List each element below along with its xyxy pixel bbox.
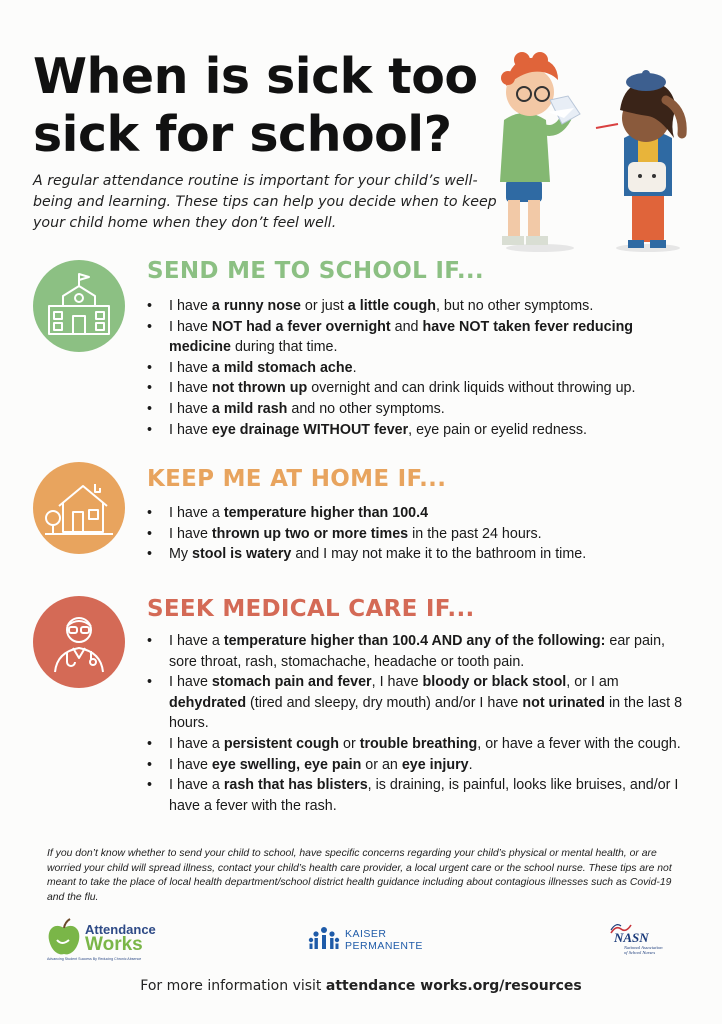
list-item	[146, 420, 686, 441]
house-icon	[33, 462, 125, 554]
list-item	[146, 358, 686, 379]
text: , I have	[371, 674, 423, 691]
bold-text: trouble breathing	[359, 735, 478, 752]
seek-medical-care-list	[146, 631, 686, 816]
bold-text: eye swelling, eye pain	[211, 756, 362, 773]
bold-text: NOT had a fever overnight	[211, 318, 391, 335]
list-item	[146, 378, 686, 399]
text: , or I am	[566, 674, 619, 691]
list-item	[146, 317, 686, 358]
disclaimer-footnote: If you don’t know whether to send your child to school, have specific concerns regarding your child’s physical or mental health, or are worried your child will spread illness, contact your child’s health care provider, a local urgent care or the school nurse. These tips are not meant to take the place of local health department/school district health guidance including about contagious illnesses such as Covid-19 and the flu.	[47, 848, 672, 903]
send-to-school-list	[146, 296, 686, 440]
list-item	[146, 775, 686, 816]
bold-text: stomach pain and fever	[211, 674, 372, 691]
bold-text: a mild rash	[211, 400, 288, 417]
attendance-works-tagline: Advancing Student Success By Reducing Chronic Absence	[47, 957, 142, 961]
bold-text: eye drainage WITHOUT fever	[211, 421, 409, 438]
nasn-full-name: National Association of School Nurses	[624, 945, 663, 956]
kaiser-permanente-logo	[308, 925, 423, 955]
list-item	[146, 672, 686, 734]
text: I have	[169, 359, 212, 376]
bold-text: a runny nose	[211, 298, 301, 314]
nasn-logo	[610, 924, 670, 964]
kaiser-line2: PERMANENTE	[345, 940, 423, 952]
text: , eye pain or eyelid redness.	[408, 421, 587, 438]
text: during that time.	[230, 339, 338, 356]
text: overnight and can drink liquids without throwing up.	[307, 380, 636, 397]
bold-text: thrown up two or more times	[211, 525, 409, 542]
text: in the past 24 hours.	[408, 525, 542, 542]
doctor-icon	[33, 596, 125, 688]
text: I have a	[169, 735, 224, 752]
text: and	[390, 318, 423, 335]
text: I have	[169, 298, 212, 314]
text: or just	[300, 298, 348, 314]
page-title: When is sick too sick for school?	[33, 48, 478, 163]
list-item	[146, 296, 686, 317]
bold-text: not urinated	[522, 694, 605, 711]
text: or an	[361, 756, 402, 773]
text: and no other symptoms.	[287, 400, 445, 417]
attendance-works-line2: Works	[85, 934, 143, 955]
nasn-abbr: NASN	[614, 930, 649, 945]
text: I have	[169, 674, 212, 691]
bold-text: dehydrated	[169, 694, 247, 711]
list-item	[146, 631, 686, 672]
list-item	[146, 503, 686, 524]
apple-icon	[47, 918, 81, 956]
text: I have	[169, 400, 212, 417]
kaiser-line1: KAISER	[345, 928, 387, 940]
heading-seek-medical-care: SEEK MEDICAL CARE IF...	[147, 596, 475, 622]
text: I have a	[169, 777, 224, 794]
attendance-works-line1: Attendance	[85, 922, 156, 937]
more-info-line	[0, 978, 722, 994]
bold-text: temperature higher than 100.4	[223, 505, 429, 521]
resources-link[interactable]: attendance works.org/resources	[325, 978, 582, 994]
bold-text: a little cough	[347, 298, 436, 314]
list-item	[146, 755, 686, 776]
bold-text: temperature higher than 100.4 AND any of the following:	[223, 633, 606, 649]
attendance-works-logo	[47, 918, 157, 964]
text: I have	[169, 756, 212, 773]
text: I have	[169, 421, 212, 438]
text: , or have a fever with the cough.	[477, 735, 681, 752]
keep-at-home-list	[146, 503, 686, 565]
bold-text: a mild stomach ache	[211, 359, 353, 376]
text: I have	[169, 525, 212, 542]
bold-text: bloody or black stool	[422, 674, 567, 691]
text: ear pain, sore throat, rash, stomachache, headache or tooth pain.	[169, 633, 666, 670]
text: , but no other symptoms.	[435, 298, 594, 314]
bold-text: not thrown up	[211, 380, 308, 397]
text: and I may not make it to the bathroom in time.	[291, 546, 587, 563]
list-item	[146, 524, 686, 545]
text: .	[468, 756, 473, 773]
text: (tired and sleepy, dry mouth) and/or I have	[246, 694, 523, 711]
heading-send-to-school: SEND ME TO SCHOOL IF...	[147, 258, 484, 284]
list-item	[146, 399, 686, 420]
bold-text: have NOT taken fever reducing medicine	[169, 318, 634, 356]
bold-text: persistent cough	[223, 735, 340, 752]
bold-text: rash that has blisters	[223, 777, 368, 794]
text: I have a	[169, 633, 224, 649]
intro-text: A regular attendance routine is important for your child’s well-being and learning. These tips can help you decide when to keep your child home when they don’t feel well.	[33, 173, 497, 231]
text: .	[352, 359, 357, 376]
list-item	[146, 734, 686, 755]
text: I have	[169, 380, 212, 397]
bold-text: stool is watery	[192, 546, 292, 563]
text: I have a	[169, 505, 224, 521]
text: or	[339, 735, 360, 752]
text: My	[169, 546, 193, 563]
list-item	[146, 544, 686, 565]
bold-text: eye injury	[401, 756, 469, 773]
sick-children-illustration	[488, 30, 708, 255]
text: , is draining, is painful, looks like bruises, and/or I have a fever with the rash.	[169, 777, 679, 814]
heading-keep-at-home: KEEP ME AT HOME IF...	[147, 466, 447, 492]
text: in the last 8 hours.	[169, 694, 683, 732]
text: I have	[169, 318, 212, 335]
kaiser-symbol-icon	[308, 925, 340, 951]
school-building-icon	[33, 260, 125, 352]
more-info-prefix: For more information visit	[140, 978, 326, 994]
